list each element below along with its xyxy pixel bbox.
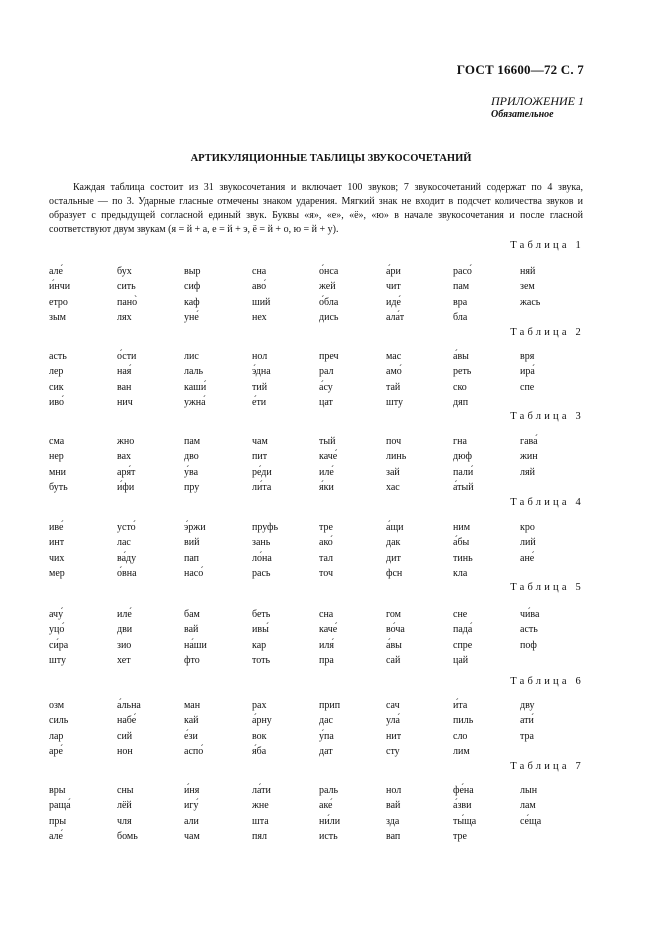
table-column [453, 607, 472, 668]
table-column [453, 349, 471, 410]
table-column [319, 698, 340, 759]
syllable-cell: пра [319, 654, 334, 666]
syllable-cell: кла [453, 567, 468, 579]
syllable-cell: сий [117, 730, 133, 742]
syllable-cell: лер [49, 366, 64, 378]
table-column [184, 607, 207, 668]
syllable-cell: озм [49, 700, 65, 711]
syllable-cell: аке́ [319, 800, 333, 812]
syllable-cell: ако́ [319, 537, 333, 549]
syllable-cell: усто́ [117, 522, 136, 533]
table-caption: Таблица 4 [510, 497, 584, 508]
syllable-cell: чля [117, 815, 132, 827]
table-column [117, 607, 132, 668]
syllable-cell: ачу́ [49, 609, 64, 620]
syllable-cell: лаль [184, 366, 204, 378]
table-column [252, 520, 278, 581]
syllable-cell: иво́ [49, 396, 65, 408]
syllable-cell: жне [252, 800, 269, 812]
syllable-cell: ман [184, 700, 201, 711]
syllable-cell: игу́ [184, 800, 199, 812]
syllable-cell: асть [49, 351, 67, 362]
syllable-cell: вай [184, 624, 199, 636]
syllable-cell: бам [184, 609, 200, 620]
syllable-cell: вря [520, 351, 535, 362]
syllable-cell: лий [520, 537, 536, 549]
syllable-cell: поф [520, 639, 537, 651]
table-column [252, 607, 270, 668]
syllable-cell: зай [386, 466, 400, 478]
table-column [319, 434, 337, 495]
syllable-cell: мас [386, 351, 402, 362]
syllable-cell: я́ки [319, 481, 334, 493]
table-caption: Таблица 3 [510, 411, 584, 422]
syllable-cell: сна [252, 266, 267, 277]
syllable-cell: сиф [184, 281, 201, 293]
syllable-cell: аре́ [49, 745, 63, 757]
syllable-cell: ли́та [252, 481, 272, 493]
table-column [520, 607, 539, 653]
syllable-cell: ати́ [520, 715, 534, 727]
syllable-cell: дак [386, 537, 401, 549]
syllable-cell: пам [184, 436, 201, 447]
syllable-cell: дат [319, 745, 333, 757]
syllable-cell: ала́т [386, 311, 405, 323]
syllable-cell: чих [49, 552, 65, 564]
syllable-cell: цат [319, 396, 333, 408]
table-column [319, 349, 339, 410]
syllable-cell: нон [117, 745, 133, 757]
table-column [184, 264, 200, 325]
table-caption: Таблица 7 [510, 761, 584, 772]
syllable-cell: на́ши [184, 639, 207, 651]
syllable-cell: а́вы [453, 351, 469, 362]
syllable-cell: ляй [520, 466, 535, 478]
syllable-cell: вры [49, 785, 66, 796]
syllable-cell: си́ра [49, 639, 69, 651]
syllable-cell: мни [49, 466, 67, 478]
syllable-cell: я́ба [252, 745, 267, 757]
syllable-cell: няй [520, 266, 536, 277]
syllable-cell: мер [49, 567, 65, 579]
syllable-cell: поч [386, 436, 402, 447]
syllable-cell: дюф [453, 451, 472, 463]
syllable-cell: а́вы [386, 639, 402, 651]
syllable-cell: спре [453, 639, 473, 651]
syllable-cell: и́нчи [49, 281, 71, 293]
syllable-cell: а́су [319, 381, 333, 393]
intro-paragraph: Каждая таблица состоит из 31 звукосочетания и включает 100 звуков; 7 звукосочетаний содержат по 4 звука, остальные — по 3. Ударные гласные отмечены знаком ударения. Мягкий знак не входит в подсчет количества звуков и образует с предыдущей согласной единый звук. Буквы «я», «е», «ё», «ю» в начале звукосочетания и после гласной соответствуют двум звукам (я = й + а, е = й + э, ё = й + о, ю = й + у). [49, 182, 583, 235]
table-column [49, 349, 67, 410]
syllable-cell: аво́ [252, 281, 267, 293]
syllable-cell: иде́ [386, 296, 401, 308]
syllable-cell: сай [386, 654, 401, 666]
table-column [184, 520, 206, 581]
table-caption: Таблица 2 [510, 327, 584, 338]
syllable-cell: иля́ [319, 639, 334, 651]
syllable-cell: али [184, 815, 199, 827]
syllable-cell: набе́ [117, 715, 137, 727]
syllable-cell: ним [453, 522, 471, 533]
syllable-cell: пап [184, 552, 200, 564]
syllable-cell: е́ти [252, 396, 267, 408]
syllable-cell: точ [319, 567, 334, 579]
table-column [319, 607, 337, 668]
syllable-cell: зем [520, 281, 535, 293]
syllable-cell: дас [319, 715, 333, 727]
table-column [49, 698, 68, 759]
syllable-cell: о́нса [319, 266, 339, 277]
syllable-cell: у́па [319, 730, 334, 742]
syllable-cell: сач [386, 700, 400, 711]
syllable-cell: ужна́ [184, 396, 206, 408]
syllable-cell: вай [386, 800, 401, 812]
syllable-cell: инт [49, 537, 65, 549]
table-column [184, 783, 200, 844]
table-column [453, 520, 473, 581]
syllable-cell: пада́ [453, 624, 473, 636]
syllable-cell: гава́ [520, 436, 538, 447]
syllable-cell: сны [117, 785, 134, 796]
syllable-cell: каче́ [319, 451, 338, 463]
syllable-cell: асть [520, 624, 538, 636]
syllable-cell: сне [453, 609, 468, 620]
syllable-cell: уцо́ [49, 624, 65, 636]
syllable-cell: и́ня [184, 785, 200, 796]
syllable-cell: тинь [453, 552, 473, 564]
syllable-cell: у́ва [184, 466, 199, 478]
syllable-cell: пит [252, 451, 268, 463]
syllable-cell: реть [453, 366, 472, 378]
appendix-type: Обязательное [491, 109, 554, 120]
syllable-cell: тай [386, 381, 401, 393]
table-column [520, 434, 538, 480]
table-column [319, 264, 338, 325]
syllable-cell: раль [319, 785, 339, 796]
table-column [520, 783, 541, 829]
table-column [117, 783, 138, 844]
syllable-cell: дви [117, 624, 133, 636]
table-caption: Таблица 5 [510, 582, 584, 593]
syllable-cell: сик [49, 381, 64, 393]
syllable-cell: выр [184, 266, 201, 277]
syllable-cell: лис [184, 351, 199, 362]
syllable-cell: пры [49, 815, 67, 827]
syllable-cell: хас [386, 481, 400, 493]
table-column [386, 607, 405, 668]
syllable-cell: спе [520, 381, 535, 393]
syllable-cell: беть [252, 609, 271, 620]
table-column [453, 434, 474, 495]
syllable-cell: жин [520, 451, 538, 463]
syllable-cell: раща́ [49, 800, 71, 812]
table-caption: Таблица 6 [510, 676, 584, 687]
table-column [520, 520, 536, 566]
syllable-cell: линь [386, 451, 407, 463]
syllable-cell: лас [117, 537, 131, 549]
syllable-cell: э́ржи [184, 522, 206, 533]
syllable-cell: ла́ти [252, 785, 271, 796]
syllable-cell: и́та [453, 700, 468, 711]
syllable-cell: фсн [386, 567, 403, 579]
syllable-cell: але́ [49, 830, 63, 842]
syllable-cell: жась [520, 296, 541, 308]
syllable-cell: вий [184, 537, 200, 549]
syllable-cell: нит [386, 730, 402, 742]
table-column [184, 349, 206, 410]
syllable-cell: етро [49, 296, 68, 308]
table-column [49, 607, 68, 668]
syllable-cell: исть [319, 830, 338, 842]
table-column [453, 264, 472, 325]
table-column [252, 349, 271, 410]
table-column [117, 349, 136, 410]
syllable-cell: иве́ [49, 522, 64, 533]
syllable-cell: нер [49, 451, 64, 463]
syllable-cell: и́фи [117, 481, 135, 493]
syllable-cell: а́ри [386, 266, 401, 277]
table-column [453, 698, 473, 759]
syllable-cell: силь [49, 715, 69, 727]
syllable-cell: ира́ [520, 366, 535, 378]
syllable-cell: расо́ [453, 266, 472, 277]
table-column [386, 264, 404, 325]
syllable-cell: каши́ [184, 381, 207, 393]
syllable-cell: тре [319, 522, 333, 533]
syllable-cell: се́ща [520, 815, 542, 827]
syllable-cell: хет [117, 654, 131, 666]
table-column [252, 434, 272, 495]
syllable-cell: ре́ди [252, 466, 272, 478]
syllable-cell: ший [252, 296, 271, 308]
syllable-cell: а́льна [117, 700, 141, 711]
table-column [49, 520, 65, 581]
syllable-cell: лын [520, 785, 538, 796]
syllable-cell: преч [319, 351, 339, 362]
table-column [252, 783, 271, 844]
syllable-cell: бух [117, 266, 132, 277]
table-column [386, 349, 403, 410]
syllable-cell: чи́ва [520, 609, 540, 620]
syllable-cell: пам [453, 281, 470, 293]
syllable-cell: тал [319, 552, 334, 564]
syllable-cell: ско [453, 381, 467, 393]
syllable-cell: вах [117, 451, 132, 463]
syllable-cell: шту [386, 396, 403, 408]
syllable-cell: шту [49, 654, 66, 666]
syllable-cell: лёй [117, 800, 132, 812]
syllable-cell: сло [453, 730, 468, 742]
syllable-cell: пиль [453, 715, 474, 727]
syllable-cell: рал [319, 366, 334, 378]
syllable-cell: бла [453, 311, 468, 323]
syllable-cell: нол [252, 351, 268, 362]
table-column [49, 434, 68, 495]
syllable-cell: фе́на [453, 785, 474, 796]
syllable-cell: лам [520, 800, 536, 812]
syllable-cell: жей [319, 281, 336, 293]
syllable-cell: аря́т [117, 466, 136, 478]
table-column [520, 264, 540, 310]
syllable-cell: ула́ [386, 715, 400, 727]
syllable-cell: чам [184, 830, 200, 842]
syllable-cell: э́дна [252, 366, 271, 378]
syllable-cell: пано̀ [117, 296, 138, 308]
syllable-cell: чит [386, 281, 401, 293]
table-column [319, 783, 340, 844]
syllable-cell: о́сти [117, 351, 137, 362]
syllable-cell: аспо́ [184, 745, 204, 757]
table-column [453, 783, 476, 844]
syllable-cell: дит [386, 552, 401, 564]
syllable-cell: кро [520, 522, 535, 533]
syllable-cell: чам [252, 436, 268, 447]
syllable-cell: ане́ [520, 552, 535, 564]
syllable-cell: каф [184, 296, 200, 308]
syllable-cell: тра [520, 730, 534, 742]
table-column [520, 349, 535, 395]
syllable-cell: пали́ [453, 466, 474, 478]
table-column [252, 264, 270, 325]
syllable-cell: дяп [453, 396, 469, 408]
syllable-cell: рась [252, 567, 271, 579]
syllable-cell: а́тый [453, 481, 474, 493]
syllable-cell: вап [386, 830, 401, 842]
syllable-cell: шта [252, 815, 269, 827]
appendix-block [491, 94, 584, 122]
table-column [520, 698, 534, 744]
syllable-cell: гом [386, 609, 401, 620]
syllable-cell: амо́ [386, 366, 402, 378]
syllable-cell: насо́ [184, 567, 204, 579]
table-column [117, 434, 135, 495]
syllable-cell: пял [252, 830, 267, 842]
syllable-cell: а́зви [453, 800, 472, 812]
syllable-cell: а́щи [386, 522, 404, 533]
table-column [386, 698, 401, 759]
syllable-cell: кар [252, 639, 267, 651]
syllable-cell: тий [252, 381, 268, 393]
syllable-cell: гна [453, 436, 467, 447]
table-column [117, 520, 137, 581]
syllable-cell: але́ [49, 266, 63, 277]
syllable-cell: сту [386, 745, 400, 757]
syllable-cell: ни́ли [319, 815, 341, 827]
syllable-cell: ло́на [252, 552, 272, 564]
syllable-cell: а́рну [252, 715, 272, 727]
syllable-cell: уне́ [184, 311, 199, 323]
table-column [386, 520, 404, 581]
syllable-cell: сма [49, 436, 65, 447]
syllable-cell: тый [319, 436, 336, 447]
table-column [386, 434, 406, 495]
syllable-cell: сна [319, 609, 334, 620]
syllable-cell: дву [520, 700, 535, 711]
syllable-cell: дись [319, 311, 339, 323]
table-column [117, 698, 141, 759]
table-caption: Таблица 1 [510, 240, 584, 251]
syllable-cell: бомь [117, 830, 138, 842]
syllable-cell: а́бы [453, 537, 470, 549]
syllable-cell: ты́ща [453, 815, 477, 827]
syllable-cell: о́бла [319, 296, 339, 308]
table-column [184, 434, 200, 495]
syllable-cell: нол [386, 785, 402, 796]
standard-header: ГОСТ 16600—72 С. 7 [456, 62, 584, 77]
syllable-cell: тоть [252, 654, 271, 666]
syllable-cell: пруфь [252, 522, 279, 533]
syllable-cell: каче́ [319, 624, 338, 636]
syllable-cell: нич [117, 396, 133, 408]
page-title: АРТИКУЛЯЦИОННЫЕ ТАБЛИЦЫ ЗВУКОСОЧЕТАНИЙ [190, 153, 472, 164]
syllable-cell: во́ча [386, 624, 405, 636]
appendix-label: ПРИЛОЖЕНИЕ 1 [491, 94, 584, 108]
syllable-cell: зань [252, 537, 271, 549]
syllable-cell: дво [184, 451, 199, 463]
syllable-cell: о́вна [117, 567, 137, 579]
syllable-cell: рах [252, 700, 267, 711]
syllable-cell: кай [184, 715, 199, 727]
syllable-cell: фто [184, 654, 200, 666]
syllable-cell: е́зи [184, 730, 198, 742]
syllable-cell: лях [117, 311, 132, 323]
syllable-cell: зда [386, 815, 400, 827]
syllable-cell: тре [453, 830, 467, 842]
syllable-cell: ва́ду [117, 552, 137, 564]
syllable-cell: лар [49, 730, 64, 742]
table-column [49, 264, 70, 325]
syllable-cell: зым [49, 311, 66, 323]
syllable-cell: зио [117, 639, 132, 651]
syllable-cell: ван [117, 381, 132, 393]
syllable-cell: прип [319, 700, 341, 711]
table-column [117, 264, 137, 325]
syllable-cell: иле́ [117, 609, 132, 620]
table-column [184, 698, 203, 759]
table-column [252, 698, 272, 759]
syllable-cell: жно [117, 436, 135, 447]
syllable-cell: нех [252, 311, 267, 323]
syllable-cell: лим [453, 745, 470, 757]
table-column [49, 783, 71, 844]
syllable-cell: ная́ [117, 366, 132, 378]
syllable-cell: иле́ [319, 466, 334, 478]
syllable-cell: буть [49, 481, 68, 493]
syllable-cell: вра [453, 296, 468, 308]
syllable-cell: сить [117, 281, 136, 293]
syllable-cell: ивы́ [252, 624, 269, 636]
syllable-cell: цай [453, 654, 469, 666]
syllable-cell: вок [252, 730, 267, 742]
table-column [319, 520, 333, 581]
syllable-cell: пру [184, 481, 200, 493]
table-column [386, 783, 401, 844]
